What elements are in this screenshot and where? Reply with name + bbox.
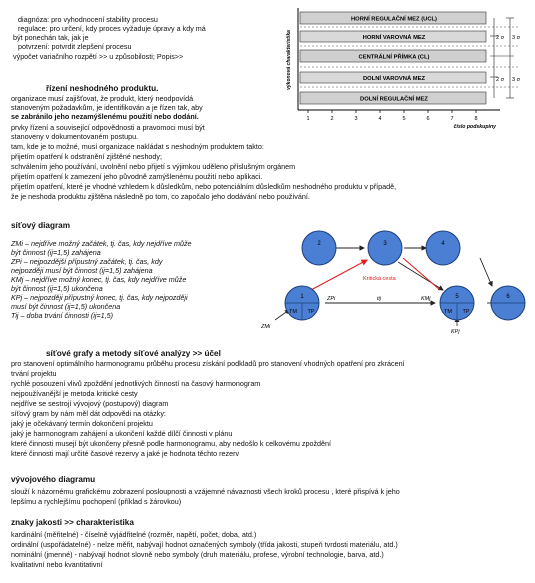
def-line: KPj – nejpozději přípustný konec, tj. čas, kdy nejpozději <box>11 293 188 302</box>
x-tick-label: 2 <box>330 116 334 122</box>
uwl-label: HORNÍ VAROVNÁ MEZ <box>362 35 426 41</box>
section-title: vývojového diagramu <box>11 475 96 484</box>
kp-label: KPj <box>451 329 460 335</box>
text-line: rychlé posouzení vlivů zpoždění jednotlivých činností na časový harmonogram <box>11 379 261 388</box>
text-line: které činnosti musejí být ukončeny přesně podle harmonogramu, aby nedošlo k celkovému zpoždění <box>11 439 332 448</box>
section-title: síťový diagram <box>11 221 70 230</box>
cl-label: CENTRÁLNÍ PŘÍMKA (CL) <box>358 54 430 61</box>
tm-label: TM <box>289 309 297 315</box>
intro-line: regulace: pro určení, kdy proces vyžaduje úpravy a kdy má <box>18 24 206 33</box>
node-2 <box>302 231 336 265</box>
text-line: stanoveny v dokumentovaném postupu. <box>11 132 139 141</box>
text-line: lepšímu a rychlejšímu pochopení (příklad s žárovkou) <box>11 497 182 506</box>
node-3 <box>368 231 402 265</box>
edge-3-5 <box>398 262 443 290</box>
node-label: 1 <box>300 294 304 300</box>
tp-label: TP <box>462 309 470 315</box>
text-line: slouží k názornému grafickému zobrazení posloupnosti a vzájemné návaznosti všech kroků procesu , které přispívá k jeho <box>11 487 400 496</box>
text-line: že je neshoda produktu zjištěna následně po tom, co započalo jeho dodávání nebo používání. <box>11 192 310 201</box>
x-tick-label: 5 <box>402 116 406 122</box>
def-line: KMj – nejdříve možný konec, tj. čas, kdy nejdříve může <box>11 275 187 284</box>
def-line: musí být činnost (ij=1,5) ukončena <box>11 302 121 311</box>
text-line: přijetím opatření k zamezení jeho původně zamýšlenému použití nebo aplikaci. <box>11 172 263 181</box>
text-line: trvání projektu <box>11 369 57 378</box>
text-line: nejdříve se sestrojí vývojový (postupový) diagram <box>11 399 169 408</box>
chart-ylabel: výkonová charakteristika <box>286 30 292 90</box>
text-line: schválením jeho používání, uvolnění nebo přijetí s výjimkou uděleno příslušným orgánem <box>11 162 296 171</box>
text-line: se zabránilo jeho nezamýšlenému použití nebo dodání. <box>11 112 199 121</box>
node-4 <box>426 231 460 265</box>
text-line: přijetím opatření k odstranění zjištěné neshody; <box>11 152 163 161</box>
text-line: jaký je harmonogram zahájení a ukončení každé dílčí činnosti v plánu <box>11 429 233 438</box>
lwl-label: DOLNÍ VAROVNÁ MEZ <box>362 76 426 82</box>
section-title: síťové grafy a metody síťové analýzy >> účel <box>46 349 221 358</box>
network-diagram <box>255 228 530 336</box>
tij-label: tij <box>377 296 381 302</box>
text-line: ordinální (uspořádatelné) - nelze měřit, nabývají hodnot označených symboly (třída jakosti, stupeň tvrdosti materiálu, atd.) <box>11 540 398 549</box>
text-line: organizace musí zajišťovat, že produkt, který neodpovídá <box>11 94 194 103</box>
section-title: řízení neshodného produktu. <box>46 84 159 93</box>
x-tick-label: 4 <box>378 116 382 122</box>
intro-line: potvrzení: potvrdit zlepšení procesu <box>18 42 132 51</box>
def-line: ZMi – nejdříve možný začátek, tj. čas, kdy nejdříve může <box>11 239 192 248</box>
x-tick-label: 7 <box>450 116 454 122</box>
sigma-label: 2 σ <box>496 77 504 83</box>
sigma-label: 3 σ <box>512 77 520 83</box>
intro-line: být ponechán tak, jak je <box>13 33 89 42</box>
def-line: nejpozději musí být činnost (ij=1,5) zahájena <box>11 266 153 275</box>
text-line: kvalitativní nebo kvantitativní <box>11 560 103 569</box>
node-label: 3 <box>383 241 387 247</box>
zp-label: ZPi <box>327 296 336 302</box>
critical-path-label: Kritická cesta <box>363 276 396 282</box>
text-line: tam, kde je to možné, musí organizace nakládat s neshodným produktem takto: <box>11 142 264 151</box>
ucl-label: HORNÍ REGULAČNÍ MEZ (UCL) <box>351 16 437 23</box>
text-line: stanoveným požadavkům, je identifikován a je řízen tak, aby <box>11 103 203 112</box>
x-tick-label: 1 <box>306 116 310 122</box>
text-line: nejpoužívanější je metoda kritické cesty <box>11 389 138 398</box>
node-label: 5 <box>455 294 459 300</box>
def-line: být činnost (ij=1,5) ukončena <box>11 284 103 293</box>
text-line: síťový gram by nám měl dát odpovědi na otázky: <box>11 409 166 418</box>
edge-4-6 <box>480 258 492 286</box>
text-line: prvky řízení a související odpovědnosti a pravomoci musí být <box>11 123 205 132</box>
node-label: 4 <box>441 241 445 247</box>
def-line: být činnost (ij=1,5) zahájena <box>11 248 101 257</box>
section-title: znaky jakosti >> charakteristika <box>11 518 134 527</box>
x-tick-label: 8 <box>474 116 478 122</box>
def-line: Tij – doba trvání činnosti (ij=1,5) <box>11 311 114 320</box>
text-line: přijetím opatření, které je vhodné vzhledem k důsledkům, nebo potenciálním důsledkům neshodného produktu v případě, <box>11 182 397 191</box>
km-label: KMj <box>421 296 431 302</box>
intro-line: výpočet variačního rozpětí >> u způsobilosti; Popis>> <box>13 52 184 61</box>
sigma-label: 3 σ <box>512 35 520 41</box>
text-line: jaký je očekávaný termín dokončení projektu <box>11 419 153 428</box>
tm-label: TM <box>444 309 452 315</box>
node-label: 2 <box>317 241 321 247</box>
text-line: kardinální (měřitelné) - číselně vyjádřitelné (rozměr, napětí, počet, doba, atd.) <box>11 530 257 539</box>
chart-xlabel: číslo podskupiny <box>453 124 496 130</box>
text-line: nominální (jmenné) - nabývají hodnot slovně nebo symboly (druh materiálu, profese, výrobní technologie, barva, atd.) <box>11 550 384 559</box>
tp-label: TP <box>307 309 315 315</box>
text-line: které činnosti mají určité časové rezervy a jaké je hodnota těchto rezerv <box>11 449 240 458</box>
def-line: ZPi – nejpozdější přípustný začátek, tj. čas, kdy <box>11 257 163 266</box>
x-tick-label: 6 <box>426 116 430 122</box>
x-tick-label: 3 <box>354 116 358 122</box>
text-line: pro stanovení optimálního harmonogramu průběhu procesu získání podkladů pro stanovení vhodných opatření pro zkrácení <box>11 359 405 368</box>
sigma-label: 2 σ <box>496 35 504 41</box>
intro-line: diagnóza: pro vyhodnocení stability procesu <box>18 15 158 24</box>
zm-label: ZMi <box>261 324 271 330</box>
lcl-label: DOLNÍ REGULAČNÍ MEZ <box>360 96 428 103</box>
control-chart <box>282 6 528 130</box>
node-label: 6 <box>506 294 510 300</box>
